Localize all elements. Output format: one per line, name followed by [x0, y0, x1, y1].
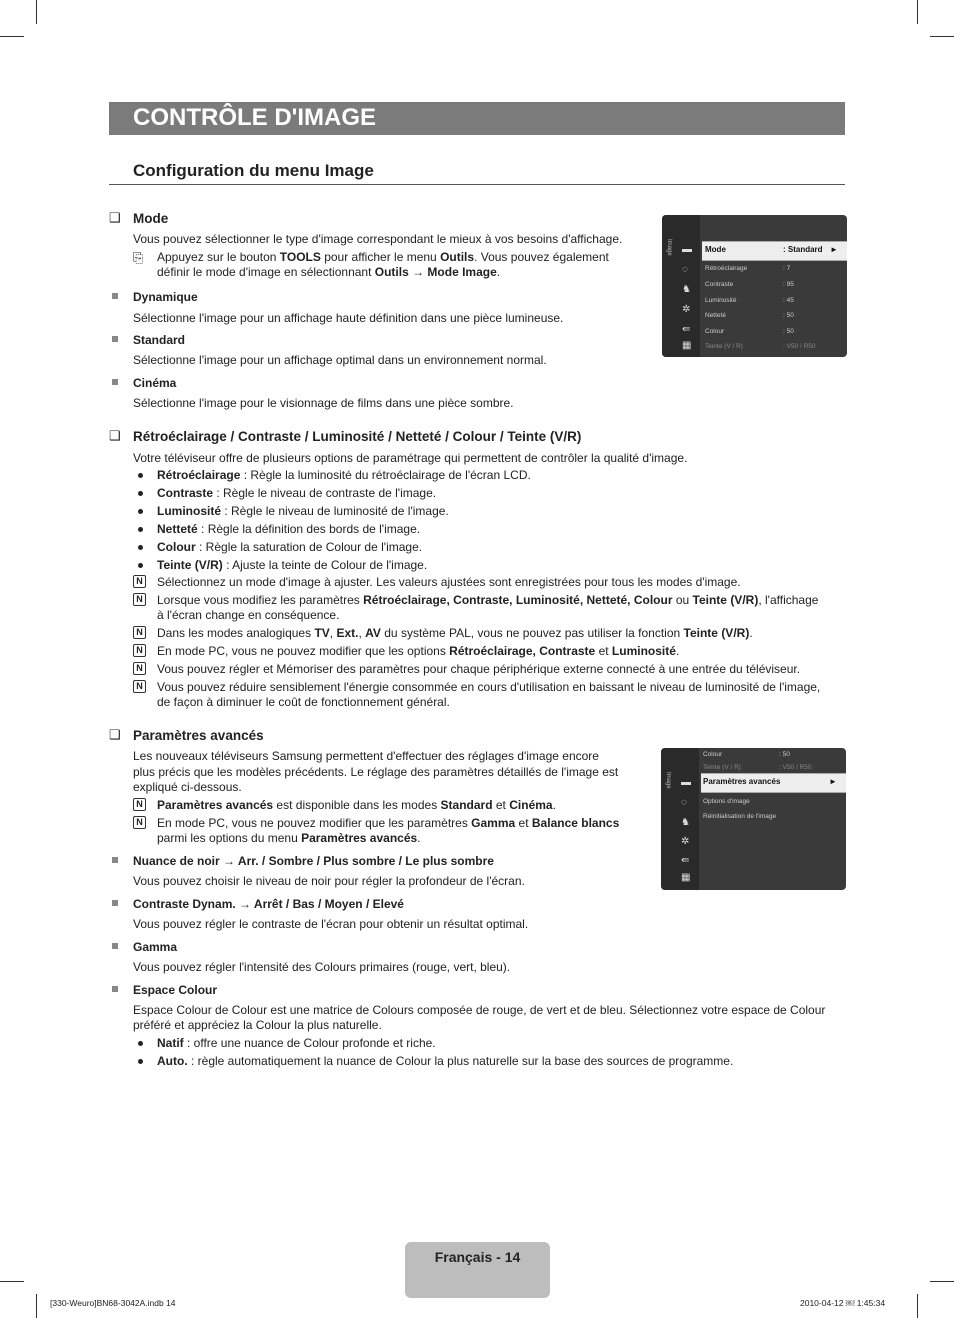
sound-icon: ◌	[681, 797, 687, 808]
menu-selected-label: Mode	[705, 245, 726, 254]
channel-icon: ♞	[682, 284, 691, 295]
retro-note-line	[157, 593, 818, 608]
crop-mark	[930, 1281, 954, 1282]
text-run: Vous pouvez réduire sensiblement l'énergie consommée en cours d'utilisation en baissant le niveau de luminosité de l'image,	[157, 680, 821, 694]
bullet-dot	[138, 527, 143, 532]
print-info-right: 2010-04-12 ￼ 1:45:34	[800, 1298, 886, 1308]
text-run: Lorsque vous modifiez les paramètres	[157, 593, 364, 607]
advanced-note-line	[157, 816, 619, 831]
bold-text: Cinéma	[509, 798, 553, 812]
retro-bullet	[157, 522, 420, 537]
menu-selected-row	[702, 241, 847, 261]
text-run: : Règle la saturation de Colour de l'image.	[195, 540, 423, 554]
text-run: et	[492, 798, 510, 812]
bullet-dot	[138, 473, 143, 478]
text-run: et	[595, 644, 612, 658]
mode-item-name: Standard	[133, 333, 186, 347]
bold-text: Outils → Mode Image	[374, 265, 497, 279]
mode-heading: Mode	[133, 211, 169, 226]
colour-bullet	[157, 1054, 733, 1069]
text-run: de façon à diminuer le coût de fonctionnement général.	[157, 695, 450, 709]
colour-bullet	[157, 1036, 436, 1051]
menu-sidebar	[661, 748, 699, 890]
advanced-item-desc: Vous pouvez régler le contraste de l'écran pour obtenir un résultat optimal.	[133, 917, 529, 931]
advanced-item-name: Espace Colour	[133, 983, 218, 997]
text-run: du système PAL, vous ne pouvez pas utiliser la fonction	[380, 626, 684, 640]
retro-note-line	[157, 575, 741, 590]
text-run: : Règle le niveau de luminosité de l'image.	[221, 504, 449, 518]
input-icon: ⇚	[681, 855, 690, 866]
bold-text: Rétroéclairage, Contraste	[449, 644, 596, 658]
advanced-heading: Paramètres avancés	[133, 728, 264, 743]
text-run: .	[496, 265, 501, 279]
text-run: Sélectionnez un mode d'image à ajuster. Les valeurs ajustées sont enregistrées pour tous les modes d'image.	[157, 575, 741, 589]
bold-text: Teinte (V/R)	[157, 558, 223, 572]
crop-mark	[917, 0, 918, 24]
checkbox-square-icon: ❑	[109, 428, 121, 443]
note-icon: N	[133, 626, 146, 639]
text-run: Dans les modes analogiques	[157, 626, 315, 640]
advanced-item-name: Gamma	[133, 940, 178, 954]
note-icon: N	[133, 798, 146, 811]
retro-note-line	[157, 695, 450, 710]
menu-row-label: Contraste	[705, 281, 734, 288]
menu-row-value: : V50 / R50	[779, 764, 812, 771]
menu-row-label: Colour	[705, 328, 725, 335]
text-run: .	[749, 626, 753, 640]
text-run: . Vous pouvez également	[474, 250, 609, 264]
tv-menu-screenshot	[661, 748, 846, 890]
note-icon: N	[133, 575, 146, 588]
colour-bullet-name: Natif	[157, 1036, 184, 1050]
text-run: .	[552, 798, 556, 812]
tools-note-line	[157, 250, 609, 265]
text-run: pour afficher le menu	[320, 250, 441, 264]
text-run: .	[417, 831, 421, 845]
bold-text: TV	[314, 626, 330, 640]
bold-text: Teinte (V/R)	[683, 626, 750, 640]
retro-bullet	[157, 540, 422, 555]
menu-row-label: Rétroéclairage	[705, 265, 748, 272]
checkbox-square-icon: ❑	[109, 727, 121, 742]
crop-mark	[36, 1294, 37, 1318]
note-icon: N	[133, 644, 146, 657]
retro-note-line	[157, 626, 753, 641]
mode-item-desc: Sélectionne l'image pour un affichage haute définition dans une pièce lumineuse.	[133, 311, 564, 325]
checkbox-square-icon: ❑	[109, 210, 121, 225]
advanced-item-desc: Vous pouvez choisir le niveau de noir pour régler la profondeur de l'écran.	[133, 874, 525, 888]
mode-item-name: Cinéma	[133, 376, 177, 390]
retro-bullet	[157, 468, 531, 483]
text-run: à l'écran change en conséquence.	[157, 608, 340, 622]
bold-text: Rétroéclairage	[157, 468, 241, 482]
bold-text: Standard	[440, 798, 493, 812]
crop-mark	[0, 1281, 24, 1282]
text-run: est disponible dans les modes	[273, 798, 441, 812]
colour-bullet-name: Auto.	[157, 1054, 188, 1068]
crop-mark	[917, 1294, 918, 1318]
text-run: : Règle le niveau de contraste de l'image.	[213, 486, 437, 500]
mode-item-name: Dynamique	[133, 290, 198, 304]
menu-row-value: : 7	[783, 265, 791, 272]
text-run: définir le mode d'image en sélectionnant	[157, 265, 375, 279]
print-info-left: [330-Weuro]BN68-3042A.indb 14	[50, 1298, 176, 1308]
bold-text: Outils	[440, 250, 475, 264]
item-square-icon	[112, 986, 118, 992]
menu-selected-value: : Standard	[783, 245, 823, 254]
menu-row-value: : 50	[783, 328, 794, 335]
advanced-item-desc: Espace Colour de Colour est une matrice de Colours composée de rouge, de vert et de bleu. Sélectionnez votre espace de Colour	[133, 1003, 826, 1017]
bold-text: Luminosité	[157, 504, 222, 518]
advanced-note-line	[157, 798, 556, 813]
support-icon: ▦	[681, 872, 691, 883]
menu-row-label: Teinte (V / R)	[705, 343, 743, 350]
advanced-item-name: Nuance de noir → Arr. / Sombre / Plus sombre / Le plus sombre	[133, 854, 494, 868]
channel-icon: ♞	[681, 817, 690, 828]
bold-text: Paramètres avancés	[157, 798, 274, 812]
menu-row-label: Teinte (V / R)	[703, 764, 741, 771]
bold-text: Gamma	[471, 816, 516, 830]
retro-note-line	[157, 680, 820, 695]
colour-bullet-text: : règle automatiquement la nuance de Colour la plus naturelle sur la base des sources de programme.	[187, 1054, 734, 1068]
page-title-bar	[109, 102, 845, 135]
chevron-right-icon: ►	[830, 245, 838, 254]
bullet-dot	[138, 545, 143, 550]
retro-bullet	[157, 558, 427, 573]
menu-selected-row	[701, 773, 846, 793]
text-run: , l'affichage	[758, 593, 819, 607]
advanced-desc-line: plus précis que les modèles précédents. Le réglage des paramètres détaillés de l'image est	[133, 765, 619, 779]
bold-text: Balance blancs	[531, 816, 620, 830]
crop-mark	[36, 0, 37, 24]
bold-text: Rétroéclairage, Contraste, Luminosité, Netteté, Colour	[363, 593, 673, 607]
item-square-icon	[112, 336, 118, 342]
mode-item-desc: Sélectionne l'image pour le visionnage de films dans une pièce sombre.	[133, 396, 514, 410]
text-run: : Règle la définition des bords de l'image.	[197, 522, 421, 536]
text-run: : Ajuste la teinte de Colour de l'image.	[222, 558, 428, 572]
crop-mark	[930, 36, 954, 37]
item-square-icon	[112, 857, 118, 863]
menu-row-label: Options d'image	[703, 798, 750, 805]
retro-note-line	[157, 644, 679, 659]
sound-icon: ◌	[682, 264, 688, 275]
text-run: : Règle la luminosité du rétroéclairage de l'écran LCD.	[240, 468, 531, 482]
advanced-desc-line: expliqué ci-dessous.	[133, 780, 242, 794]
menu-row-value: : 95	[783, 281, 794, 288]
bold-text: Colour	[157, 540, 196, 554]
menu-row-value: : 45	[783, 297, 794, 304]
bold-text: Contraste	[157, 486, 214, 500]
setup-icon: ✲	[681, 836, 690, 847]
note-icon: N	[133, 662, 146, 675]
page-footer	[405, 1242, 550, 1298]
menu-side-label: Image	[666, 239, 672, 256]
text-run: .	[675, 644, 680, 658]
advanced-item-desc: préféré et appréciez la Colour la plus naturelle.	[133, 1018, 382, 1032]
bullet-dot	[138, 563, 143, 568]
mode-item-desc: Sélectionne l'image pour un affichage optimal dans un environnement normal.	[133, 353, 547, 367]
note-icon: N	[133, 816, 146, 829]
advanced-note-line	[157, 831, 421, 846]
text-run: Appuyez sur le bouton	[157, 250, 280, 264]
retro-bullet	[157, 486, 436, 501]
text-run: Vous pouvez régler et Mémoriser des paramètres pour chaque périphérique externe connecté à une entrée du téléviseur.	[157, 662, 801, 676]
text-run: En mode PC, vous ne pouvez modifier que les options	[157, 644, 450, 658]
bold-text: AV	[365, 626, 381, 640]
menu-row-value: : V50 / R50	[783, 343, 816, 350]
menu-side-label: Image	[665, 772, 671, 789]
text-run: parmi les options du menu	[157, 831, 302, 845]
advanced-desc-line: Les nouveaux téléviseurs Samsung permettent d'effectuer des réglages d'image encore	[133, 749, 599, 763]
chevron-right-icon: ►	[829, 777, 837, 786]
text-run: ,	[358, 626, 366, 640]
text-run: et	[515, 816, 532, 830]
text-run: ,	[329, 626, 337, 640]
retro-bullet	[157, 504, 449, 519]
menu-row-value: : 50	[783, 312, 794, 319]
menu-selected-label: Paramètres avancés	[703, 777, 781, 786]
bullet-dot	[138, 1059, 143, 1064]
input-icon: ⇚	[682, 324, 691, 335]
menu-row-value: : 50	[779, 751, 790, 758]
tools-note-line	[157, 265, 500, 280]
picture-icon: ▬	[682, 244, 692, 255]
page-number: Français - 14	[434, 1249, 521, 1265]
bullet-dot	[138, 1041, 143, 1046]
advanced-item-desc: Vous pouvez régler l'intensité des Colours primaires (rouge, vert, bleu).	[133, 960, 511, 974]
bold-text: Luminosité	[611, 644, 676, 658]
bullet-dot	[138, 509, 143, 514]
bold-text: Paramètres avancés	[301, 831, 418, 845]
bold-text: Ext.	[336, 626, 359, 640]
retro-note-line	[157, 662, 800, 677]
section-heading	[109, 160, 845, 185]
item-square-icon	[112, 379, 118, 385]
bullet-dot	[138, 491, 143, 496]
setup-icon: ✲	[682, 304, 691, 315]
page-title: CONTRÔLE D'IMAGE	[133, 104, 377, 131]
tv-menu-screenshot	[662, 215, 847, 357]
text-run: En mode PC, vous ne pouvez modifier que les paramètres	[157, 816, 472, 830]
item-square-icon	[112, 293, 118, 299]
section-title: Configuration du menu Image	[133, 161, 374, 180]
tools-icon: ⎘	[133, 250, 144, 265]
menu-row-label: Colour	[703, 751, 723, 758]
advanced-item-name: Contraste Dynam. → Arrêt / Bas / Moyen / Elevé	[133, 897, 404, 911]
note-icon: N	[133, 680, 146, 693]
menu-row-label: Réinitialisation de l'image	[703, 813, 777, 820]
retro-note-line	[157, 608, 339, 623]
item-square-icon	[112, 943, 118, 949]
colour-bullet-text: : offre une nuance de Colour profonde et riche.	[183, 1036, 436, 1050]
mode-desc: Vous pouvez sélectionner le type d'image correspondant le mieux à vos besoins d'affichage.	[133, 232, 623, 246]
menu-sidebar	[662, 215, 700, 357]
menu-row-label: Netteté	[705, 312, 726, 319]
retro-heading: Rétroéclairage / Contraste / Luminosité / Netteté / Colour / Teinte (V/R)	[133, 429, 582, 444]
bold-text: Netteté	[157, 522, 198, 536]
note-icon: N	[133, 593, 146, 606]
item-square-icon	[112, 900, 118, 906]
bold-text: Teinte (V/R)	[692, 593, 759, 607]
menu-row-label: Luminosité	[705, 297, 737, 304]
crop-mark	[0, 36, 24, 37]
picture-icon: ▬	[681, 777, 691, 788]
text-run: ou	[672, 593, 693, 607]
retro-intro: Votre téléviseur offre de plusieurs options de paramétrage qui permettent de contrôler la qualité d'image.	[133, 451, 688, 465]
support-icon: ▦	[682, 340, 692, 351]
bold-text: TOOLS	[279, 250, 321, 264]
